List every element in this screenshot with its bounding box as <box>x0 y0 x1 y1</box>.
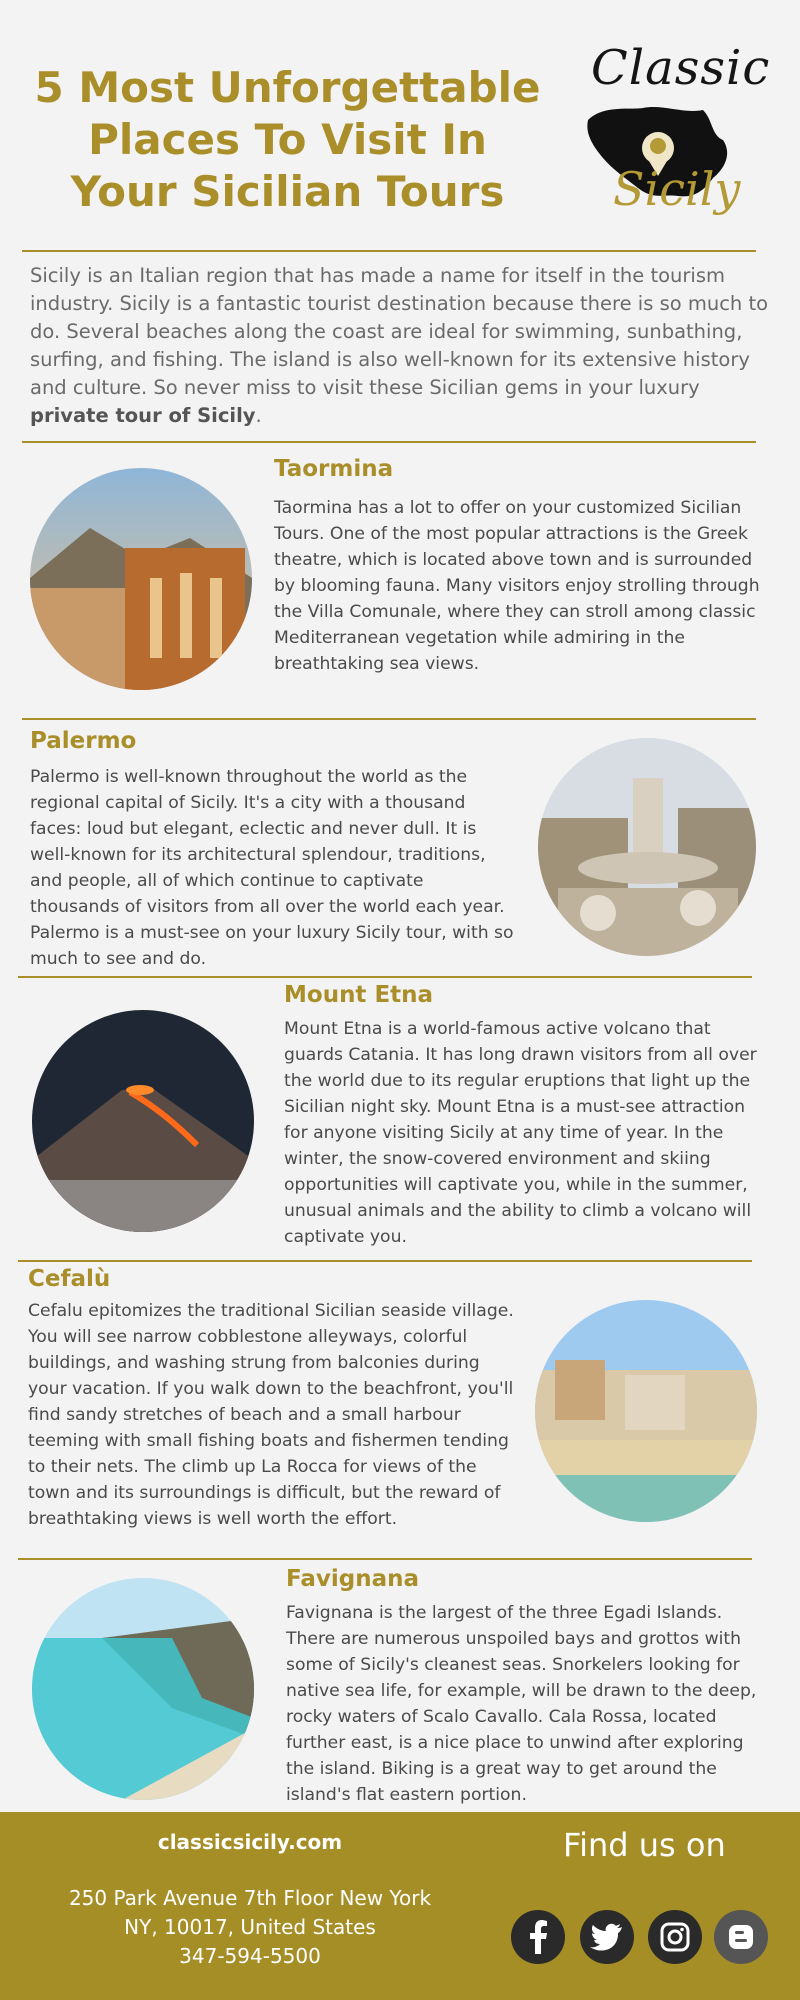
twitter-icon[interactable] <box>580 1910 634 1964</box>
classic-sicily-logo <box>583 40 771 230</box>
find-us-heading: Find us on <box>563 1826 726 1864</box>
divider <box>18 976 752 978</box>
section-text-taormina: Taormina has a lot to offer on your customized Sicilian Tours. One of the most popular attractions is the Greek theatre, which is located above town and is surrounded by blooming fauna. Many visitors enjoy strolling through the Villa Comunale, where they can stroll among classic Mediterranean vegetation while admiring in the breathtaking sea views. <box>274 498 760 674</box>
section-text-mount-etna: Mount Etna is a world-famous active volcano that guards Catania. It has long drawn visitors from all over the world due to its regular eruptions that light up the Sicilian night sky. Mount Etna is a must-see attraction for anyone visiting Sicily at any time of year. In the winter, the snow-covered environment and skiing opportunities will captivate you, while in the summer, unusual animals and the ability to climb a volcano will captivate you. <box>284 1019 757 1247</box>
mount-etna-photo <box>32 1010 254 1232</box>
title-line: 5 Most Unforgettable <box>34 63 541 112</box>
instagram-icon[interactable] <box>648 1910 702 1964</box>
intro-text: Sicily is an Italian region that has made a name for itself in the tourism industry. Sicily is a fantastic tourist destination because there is so much to do. Several beaches along the coast are ideal for swimming, sunbathing, surfing, and fishing. The island is also well-known for its extensive history and culture. So never miss to visit these Sicilian gems in your luxury <box>30 264 769 399</box>
section-text-cefalu: Cefalu epitomizes the traditional Sicilian seaside village. You will see narrow cobblestone alleyways, colorful buildings, and washing strung from balconies during your vacation. If you walk down to the beachfront, you'll find sandy stretches of beach and a small harbour teeming with small fishing boats and fishermen tending to their nets. The climb up La Rocca for views of the town and its surroundings is difficult, but the reward of breathtaking views is well worth the effort. <box>28 1301 514 1529</box>
page-title <box>20 62 555 218</box>
website-link[interactable]: classicsicily.com <box>157 1830 343 1854</box>
title-line: Your Sicilian Tours <box>70 167 505 216</box>
address-line: 250 Park Avenue 7th Floor New York <box>68 1886 432 1910</box>
section-text-favignana: Favignana is the largest of the three Egadi Islands. There are numerous unspoiled bays and grottos with some of Sicily's cleanest seas. Snorkelers looking for native sea life, for example, will be drawn to the deep, rocky waters of Scalo Cavallo. Cala Rossa, located further east, is a nice place to unwind after exploring the island. Biking is a great way to get around the island's flat eastern portion. <box>286 1603 757 1805</box>
intro-paragraph <box>30 262 770 430</box>
divider <box>18 1260 752 1262</box>
divider <box>18 1558 752 1560</box>
intro-end: . <box>255 404 262 427</box>
logo-word-classic: Classic <box>591 40 771 96</box>
facebook-icon[interactable] <box>511 1910 565 1964</box>
palermo-photo <box>538 738 756 956</box>
intro-link-text[interactable]: private tour of Sicily <box>30 404 256 427</box>
cefalu-photo <box>535 1300 757 1522</box>
logo-word-sicily: Sicily <box>613 162 741 216</box>
title-line: Places To Visit In <box>88 115 487 164</box>
phone-number: 347-594-5500 <box>179 1944 321 1968</box>
address-line: NY, 10017, United States <box>124 1915 376 1939</box>
divider <box>22 441 756 443</box>
favignana-photo <box>32 1578 254 1800</box>
contact-address <box>0 1884 500 1971</box>
section-title-mount-etna: Mount Etna <box>284 982 434 1008</box>
section-text-palermo: Palermo is well-known throughout the world as the regional capital of Sicily. It's a city with a thousand faces: loud but elegant, eclectic and never dull. It is well-known for its architectural splendour, traditions, and people, all of which continue to captivate thousands of visitors from all over the world each year. Palermo is a must-see on your luxury Sicily tour, with so much to see and do. <box>30 767 514 969</box>
divider <box>22 250 756 252</box>
section-title-taormina: Taormina <box>274 456 394 482</box>
blogger-icon[interactable] <box>714 1910 768 1964</box>
section-title-palermo: Palermo <box>30 728 137 754</box>
taormina-photo <box>30 468 252 690</box>
section-title-favignana: Favignana <box>286 1566 420 1592</box>
divider <box>22 718 756 720</box>
section-title-cefalu: Cefalù <box>28 1266 111 1292</box>
